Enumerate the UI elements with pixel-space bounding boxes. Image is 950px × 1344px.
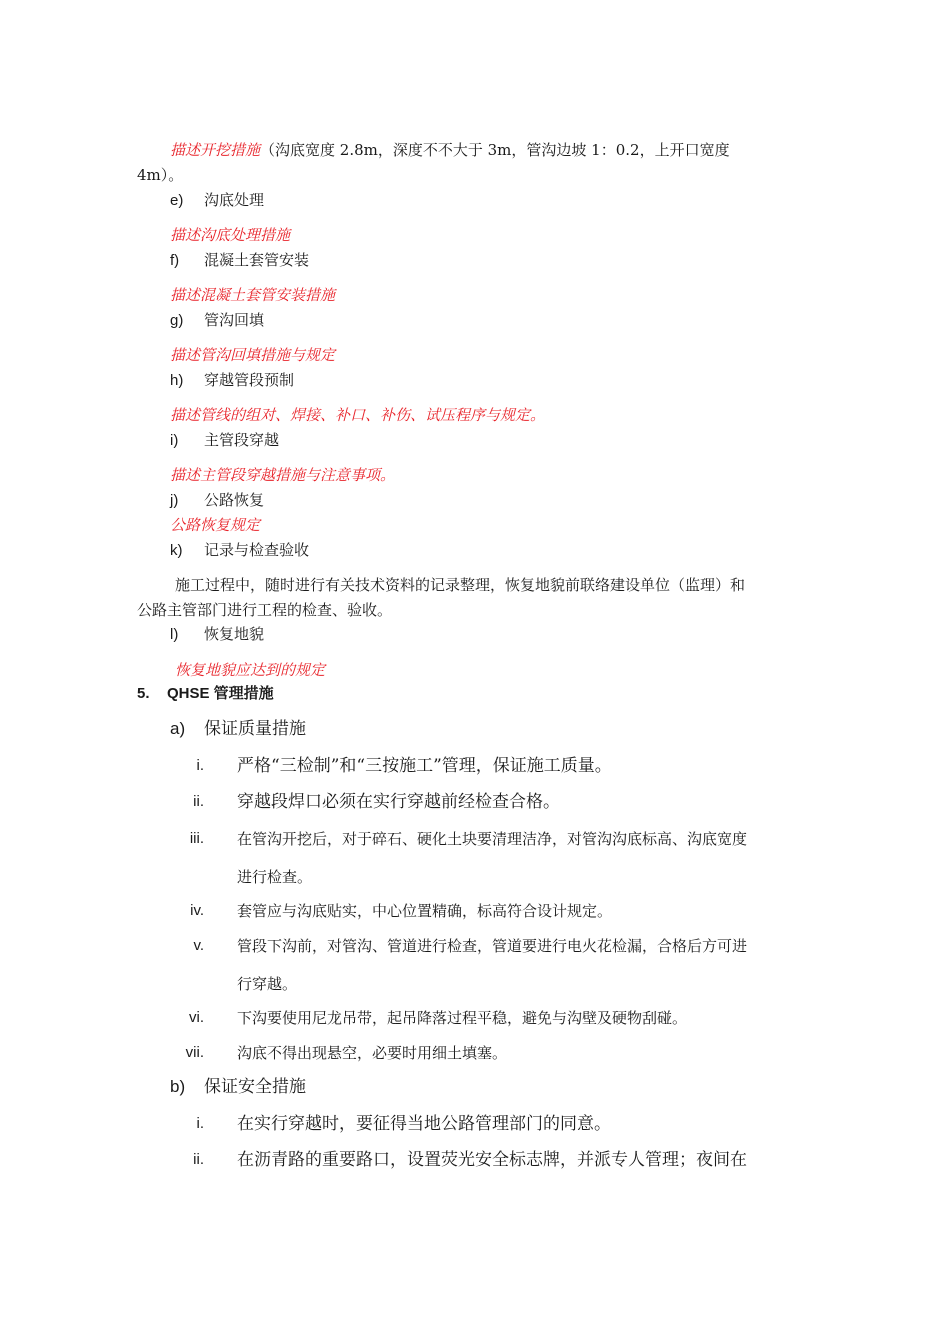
step-l-note: 恢复地貌应达到的规定 [175,661,326,679]
step-l: l) 恢复地貌 [170,625,265,643]
step-f-note: 描述混凝土套管安装措施 [170,286,336,304]
intro-line [170,140,730,160]
intro-red-note: 描述开挖措施 [170,141,261,159]
step-i-note: 描述主管段穿越措施与注意事项。 [170,466,396,484]
document-page: 描述开挖措施（沟底宽度 2.8m，深度不不大于 3m，管沟边坡 1：0.2，上开口宽度 4m）。 e) 沟底处理 描述沟底处理措施 f) 混凝土套管安装 描述混凝土套管安装措施 g) 管沟回填 描述管沟回填措施与规定 h) 穿越管段预制 描述管线的组对、焊接、补口、补伤、试压程序与规定。 i) 主管段穿越 描述主管段穿越措施与注意事项。 j) 公路恢复 公路恢复规定 k) 记录与检查验收 施工过程中，随时进行有关技术资料的记录整理，恢复地貌前联络建设单位（监理）和 公路主管部门进行工程的检查、验收。 l) 恢复地貌 恢复地貌应达到的规定 5. QHSE 管理措施 a) 保证质量措施 i. 严格“三检制”和“三按施工”管理，保证施工质量。 ii. 穿越段焊口必须在实行穿越前经检查合格。 iii. 在管沟开挖后，对于碎石、硬化土块要清理洁净，对管沟沟底标高、沟底宽度 进行检查。 iv. 套管应与沟底贴实，中心位置精确，标高符合设计规定。 v. 管段下沟前，对管沟、管道进行检查，管道要进行电火花检漏，合格后方可进 行穿越。 vi. 下沟要使用尼龙吊带，起吊降落过程平稳，避免与沟壁及硬物刮碰。 vii. 沟底不得出现悬空，必要时用细土填塞。 b) 保证安全措施 i. 在实行穿越时，要征得当地公路管理部门的同意。 ii. 在沥青路的重要路口，设置荧光安全标志牌，并派专人管理；夜间在 [137,141,748,1170]
step-k: k) 记录与检查验收 [170,541,310,559]
step-i: i) 主管段穿越 [170,431,280,449]
step-g: g) 管沟回填 [170,311,265,329]
subsection-a: a) 保证质量措施 [170,719,306,739]
step-h-note: 描述管线的组对、焊接、补口、补伤、试压程序与规定。 [170,406,546,424]
step-e-note: 描述沟底处理措施 [170,226,291,244]
section-5-heading: 5. QHSE 管理措施 [137,685,274,702]
intro-line-cont: 4m）。 [137,166,184,184]
quality-item-3-cont: 进行检查。 [237,868,313,886]
k-paragraph-line2: 公路主管部门进行工程的检查、验收。 [137,601,393,619]
step-h: h) 穿越管段预制 [170,371,295,389]
step-g-note: 描述管沟回填措施与规定 [170,346,336,364]
intro-paren-text: （沟底宽度 2.8m，深度不不大于 3m，管沟边坡 1：0.2，上开口宽度 [260,141,730,159]
quality-item-5-cont: 行穿越。 [237,975,298,993]
step-f: f) 混凝土套管安装 [170,251,310,269]
subsection-b: b) 保证安全措施 [170,1077,306,1097]
k-paragraph-line1: 施工过程中，随时进行有关技术资料的记录整理，恢复地貌前联络建设单位（监理）和 [175,576,746,594]
step-j: j) 公路恢复 [170,491,265,509]
step-e: e) 沟底处理 [170,191,265,209]
step-j-note: 公路恢复规定 [170,516,261,534]
